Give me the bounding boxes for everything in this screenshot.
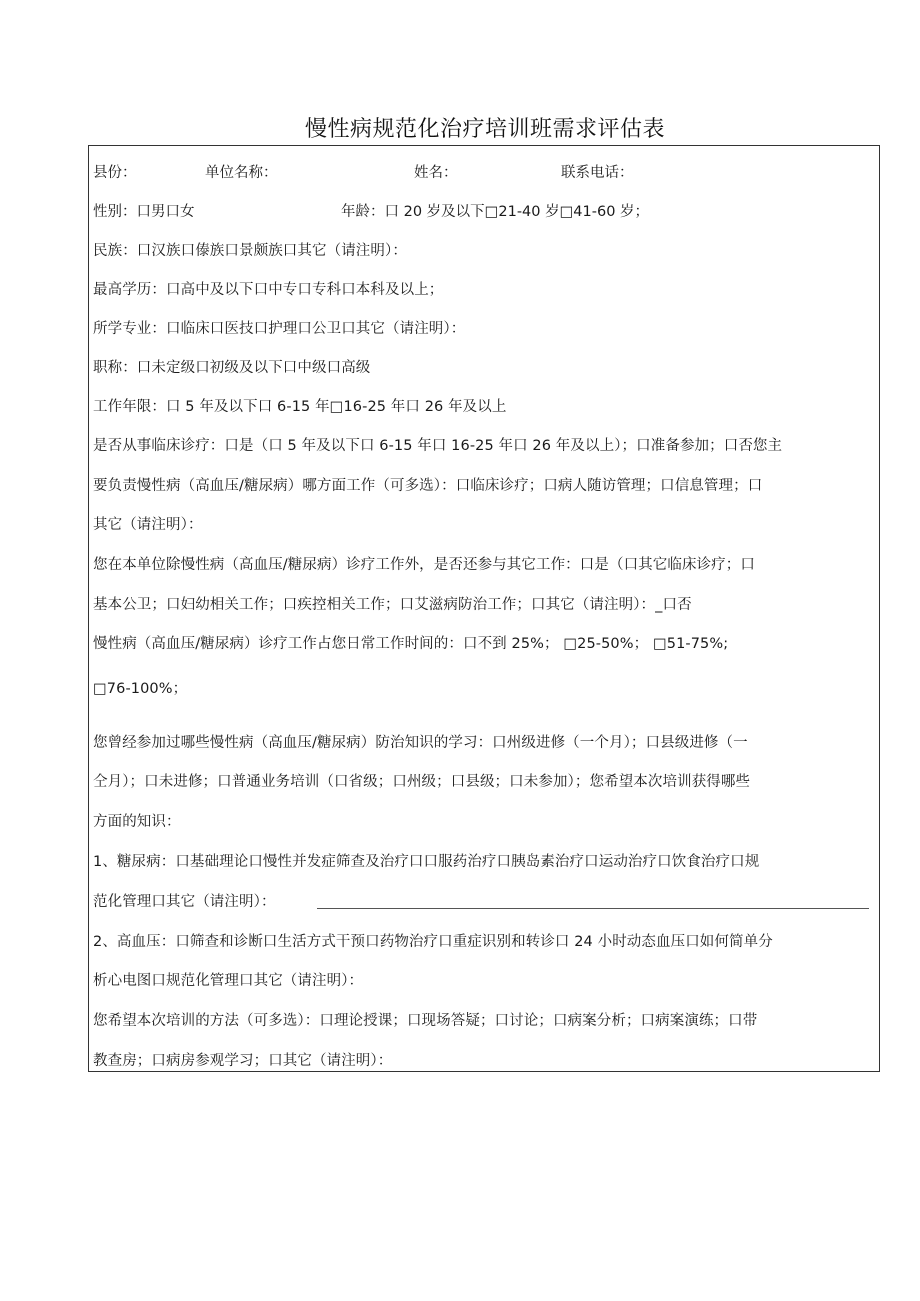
hypertension-topics-field[interactable]: 2、高血压：口筛查和诊断口生活方式干预口药物治疗口重症识别和转诊口 24 小时动态血压口如何简单分 — [93, 934, 773, 950]
ethnicity-field[interactable]: 民族：口汉族口傣族口景颇族口其它（请注明）： — [93, 243, 407, 259]
time-share-field[interactable]: 慢性病（高血压/糖尿病）诊疗工作占您日常工作时间的：口不到 25%； □25-50%； □51-75%; — [93, 636, 729, 652]
other-work-continued[interactable]: 基本公卫；口妇幼相关工作；口疾控相关工作；口艾滋病防治工作；口其它（请注明）：_口否 — [93, 597, 692, 613]
training-method-field[interactable]: 您希望本次培训的方法（可多选）：口理论授课；口现场答疑；口讨论；口病案分析；口病案演练；口带 — [93, 1013, 758, 1029]
unit-name-label: 单位名称： — [205, 165, 278, 181]
past-training-field[interactable]: 您曾经参加过哪些慢性病（高血压/糖尿病）防治知识的学习：口州级进修（一个月）；口县级进修（一 — [93, 735, 748, 751]
diabetes-topics-field[interactable]: 1、糖尿病：口基础理论口慢性并发症筛查及治疗口口服药治疗口胰岛素治疗口运动治疗口饮食治疗口规 — [93, 854, 760, 870]
main-work-field[interactable]: 要负责慢性病（高血压/糖尿病）哪方面工作（可多选）：口临床诊疗；口病人随访管理；口信息管理；口 — [93, 478, 763, 494]
phone-label: 联系电话： — [561, 165, 634, 181]
clinical-practice-field[interactable]: 是否从事临床诊疗：口是（口 5 年及以下口 6-15 年口 16-25 年口 26 年及以上）；口准备参加；口否您主 — [93, 438, 783, 454]
major-field[interactable]: 所学专业：口临床口医技口护理口公卫口其它（请注明）： — [93, 321, 466, 337]
training-method-continued[interactable]: 教查房；口病房参观学习；口其它（请注明）： — [93, 1053, 393, 1069]
work-years-field[interactable]: 工作年限：口 5 年及以下口 6-15 年□16-25 年口 26 年及以上 — [93, 399, 507, 415]
age-field[interactable]: 年龄：口 20 岁及以下□21-40 岁□41-60 岁； — [341, 204, 650, 220]
past-training-continued[interactable]: 仝月）；口未进修；口普通业务培训（口省级；口州级；口县级；口未参加）；您希望本次培训获得哪些 — [93, 774, 751, 790]
gender-field[interactable]: 性别：口男口女 — [93, 204, 195, 220]
diabetes-topics-continued[interactable]: 范化管理口其它（请注明）： — [93, 894, 276, 910]
desired-knowledge-label: 方面的知识： — [93, 814, 181, 830]
diabetes-other-blank[interactable] — [317, 908, 869, 909]
page-title: 慢性病规范化治疗培训班需求评估表 — [304, 117, 665, 142]
main-work-other-field[interactable]: 其它（请注明）： — [93, 517, 203, 533]
title-rank-field[interactable]: 职称：口未定级口初级及以下口中级口高级 — [93, 360, 371, 376]
assessment-form — [88, 145, 880, 1072]
county-label: 县份： — [93, 165, 137, 181]
time-share-continued[interactable]: □76-100%； — [93, 681, 188, 697]
other-work-field[interactable]: 您在本单位除慢性病（高血压/糖尿病）诊疗工作外，是否还参与其它工作：口是（口其它临床诊疗；口 — [93, 557, 755, 573]
person-name-label: 姓名： — [414, 165, 458, 181]
hypertension-topics-continued[interactable]: 析心电图口规范化管理口其它（请注明）： — [93, 973, 364, 989]
education-field[interactable]: 最高学历：口高中及以下口中专口专科口本科及以上； — [93, 282, 444, 298]
